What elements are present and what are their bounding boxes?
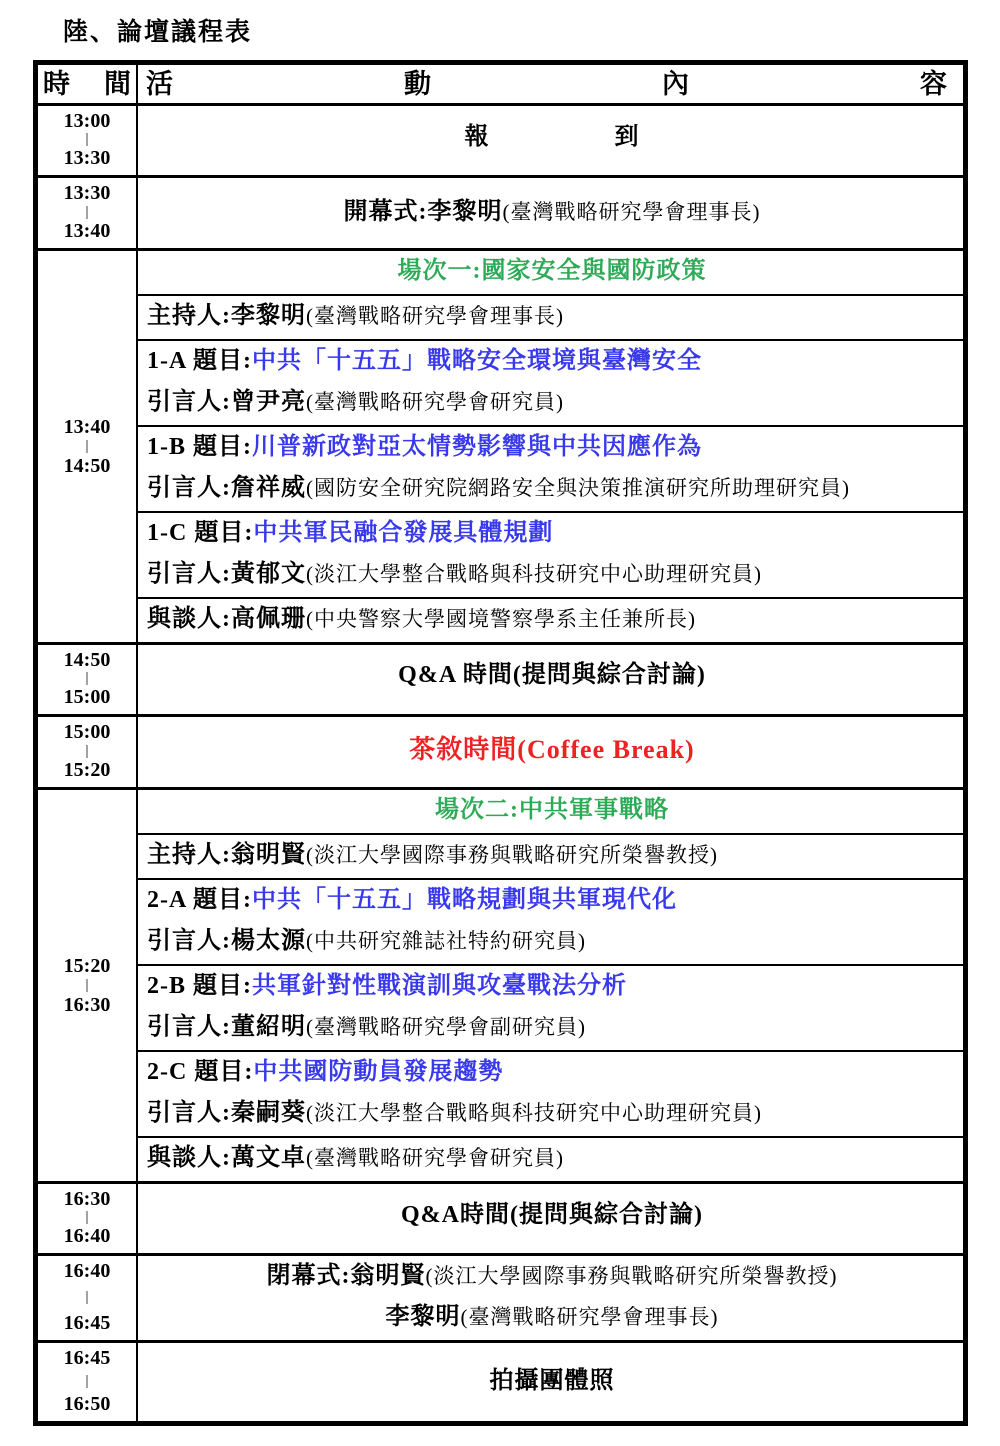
coffee-break-row [138,717,963,787]
time-start: 13:40 [63,416,111,438]
activity-line [147,469,957,510]
topic-2c [138,1050,963,1136]
time-range-bar: | [85,1209,89,1225]
schedule-row [38,714,963,787]
activity-line [147,656,957,697]
activity-text: 開幕式:李黎明 [343,198,503,225]
time-start: 15:20 [63,955,111,977]
affiliation-text: (臺灣戰略研究學會理事長) [306,304,564,328]
activity-text: 引言人:董紹明 [147,1014,306,1040]
affiliation-text: (淡江大學國際事務與戰略研究所榮譽教授) [306,843,718,867]
activity-line [147,1362,957,1403]
activity-line [147,967,957,1008]
activity-text: 李黎明 [385,1304,461,1330]
time-end: 16:45 [63,1312,111,1334]
qa-1-row [138,645,963,707]
qa-2-row [138,1184,963,1249]
agenda-table [33,60,968,1426]
time-range-bar: | [85,1288,89,1305]
time-cell [38,645,138,714]
time-cell [38,790,138,1181]
closing-ceremony-row [138,1256,963,1340]
header-char: 間 [104,69,131,99]
opening-ceremony-row [138,178,963,248]
time-end: 15:20 [63,759,111,781]
header-char: 時 [43,69,70,99]
activity-text: 中共「十五五」戰略規劃與共軍現代化 [252,887,677,913]
time-start: 16:40 [63,1260,111,1282]
time-range-bar: | [85,977,89,993]
activity-text: 報 到 [464,123,640,150]
column-header-time [38,65,138,103]
activity-line [147,922,957,963]
activity-text: 場次二:中共軍事戰略 [435,797,669,823]
activity-text: 拍攝團體照 [489,1367,615,1394]
time-start: 15:00 [63,721,111,743]
time-end: 13:30 [63,147,111,169]
activity-line [147,342,957,383]
time-start: 13:00 [63,110,111,132]
activity-line [147,555,957,596]
activity-text: 2-A 題目: [147,887,252,913]
schedule-row [38,175,963,248]
time-cell [38,1256,138,1340]
time-cell [38,106,138,175]
time-end: 15:00 [63,686,111,708]
time-range-bar: | [85,742,89,759]
time-start: 16:30 [63,1188,111,1210]
activity-text: 茶敘時間(Coffee Break) [409,735,695,764]
activity-text: 與談人:萬文卓 [147,1145,306,1171]
activity-column [138,106,963,175]
activity-text: 川普新政對亞太情勢影響與中共因應作為 [252,434,702,460]
activity-text: 中共國防動員發展趨勢 [253,1059,504,1085]
activity-column [138,717,963,787]
activity-text: 引言人:楊太源 [147,928,306,954]
activity-text: 1-A 題目: [147,348,252,374]
activity-text: 引言人:詹祥威 [147,475,306,501]
activity-text: 1-B 題目: [147,434,252,460]
activity-line [147,383,957,424]
affiliation-text: (淡江大學整合戰略與科技研究中心助理研究員) [306,1101,762,1125]
schedule-row [38,787,963,1181]
registration-row [138,106,963,170]
schedule-row [38,1181,963,1253]
affiliation-text: (臺灣戰略研究學會理事長) [460,1305,719,1329]
activity-column [138,1184,963,1253]
activity-text: 主持人:翁明賢 [147,842,306,868]
schedule-blocks [38,106,963,1421]
activity-text: 中共「十五五」戰略安全環境與臺灣安全 [252,348,702,374]
schedule-row [38,1340,963,1421]
activity-text: 共軍針對性戰演訓與攻臺戰法分析 [252,973,627,999]
session-2-discussant [138,1136,963,1181]
activity-line [147,731,957,773]
column-header-activity [138,65,963,103]
activity-text: 引言人:黃郁文 [147,561,306,587]
time-range-bar: | [85,670,89,686]
activity-column [138,790,963,1181]
topic-2a [138,878,963,964]
activity-text: 中共軍民融合發展具體規劃 [253,520,554,546]
activity-line [147,514,957,555]
activity-line [147,600,957,641]
activity-line [147,836,957,877]
affiliation-text: (臺灣戰略研究學會研究員) [306,390,564,414]
topic-1b [138,425,963,511]
schedule-row [38,106,963,175]
affiliation-text: (中央警察大學國境警察學系主任兼所長) [306,607,696,631]
table-header-row [38,65,963,106]
time-end: 16:50 [63,1393,111,1415]
activity-text: 閉幕式:翁明賢 [266,1263,426,1289]
activity-line [147,1196,957,1237]
header-char: 活 [146,69,173,99]
activity-text: 2-B 題目: [147,973,252,999]
activity-line [147,791,957,832]
activity-column [138,645,963,714]
activity-line [147,193,957,234]
time-range-bar: | [85,1372,89,1389]
activity-column [138,1256,963,1340]
activity-text: 與談人:高佩珊 [147,606,306,632]
time-end: 16:40 [63,1225,111,1247]
session-2-title [138,790,963,833]
topic-1a [138,339,963,425]
activity-column [138,251,963,642]
activity-text: 1-C 題目: [147,520,254,546]
page-title: 陸、論壇議程表 [63,19,253,46]
affiliation-text: (臺灣戰略研究學會副研究員) [306,1015,586,1039]
time-end: 14:50 [63,455,111,477]
activity-line [147,1053,957,1094]
time-cell [38,1184,138,1253]
activity-text: Q&A 時間(提問與綜合討論) [398,661,706,688]
activity-line [147,1008,957,1049]
affiliation-text: (國防安全研究院網路安全與決策推演研究所助理研究員) [306,476,850,500]
time-end: 16:30 [63,994,111,1016]
activity-line [147,1094,957,1135]
topic-2b [138,964,963,1050]
time-cell [38,251,138,642]
time-start: 16:45 [63,1347,111,1369]
activity-line [147,1139,957,1180]
schedule-row [38,1253,963,1340]
header-char: 動 [404,69,431,99]
session-1-moderator [138,294,963,339]
activity-text: 2-C 題目: [147,1059,254,1085]
activity-line [147,252,957,293]
activity-line [147,881,957,922]
activity-line [147,1257,957,1298]
activity-text: 引言人:曾尹亮 [147,389,306,415]
activity-text: 場次一:國家安全與國防政策 [397,258,707,284]
time-range-bar: | [85,131,89,147]
session-1-title [138,251,963,294]
time-end: 13:40 [63,220,111,242]
time-cell [38,717,138,787]
header-char: 容 [920,69,947,99]
activity-line [147,1298,957,1339]
schedule-row [38,642,963,714]
time-start: 13:30 [63,182,111,204]
affiliation-text: (淡江大學國際事務與戰略研究所榮譽教授) [425,1264,838,1288]
affiliation-text: (臺灣戰略研究學會理事長) [502,199,761,224]
time-cell [38,178,138,248]
affiliation-text: (淡江大學整合戰略與科技研究中心助理研究員) [306,562,762,586]
time-range-bar: | [85,203,89,220]
activity-line [147,428,957,469]
activity-text: Q&A時間(提問與綜合討論) [401,1202,703,1228]
schedule-row [38,248,963,642]
session-2-moderator [138,833,963,878]
session-1-discussant [138,597,963,642]
time-start: 14:50 [63,649,111,671]
header-char: 內 [662,69,689,99]
activity-line [147,118,957,159]
activity-line [147,297,957,338]
topic-1c [138,511,963,597]
affiliation-text: (臺灣戰略研究學會研究員) [306,1146,564,1170]
time-range-bar: | [85,438,89,454]
affiliation-text: (中共研究雜誌社特約研究員) [306,929,586,953]
activity-text: 引言人:秦嗣葵 [147,1100,306,1126]
activity-text: 主持人:李黎明 [147,303,306,329]
activity-column [138,178,963,248]
